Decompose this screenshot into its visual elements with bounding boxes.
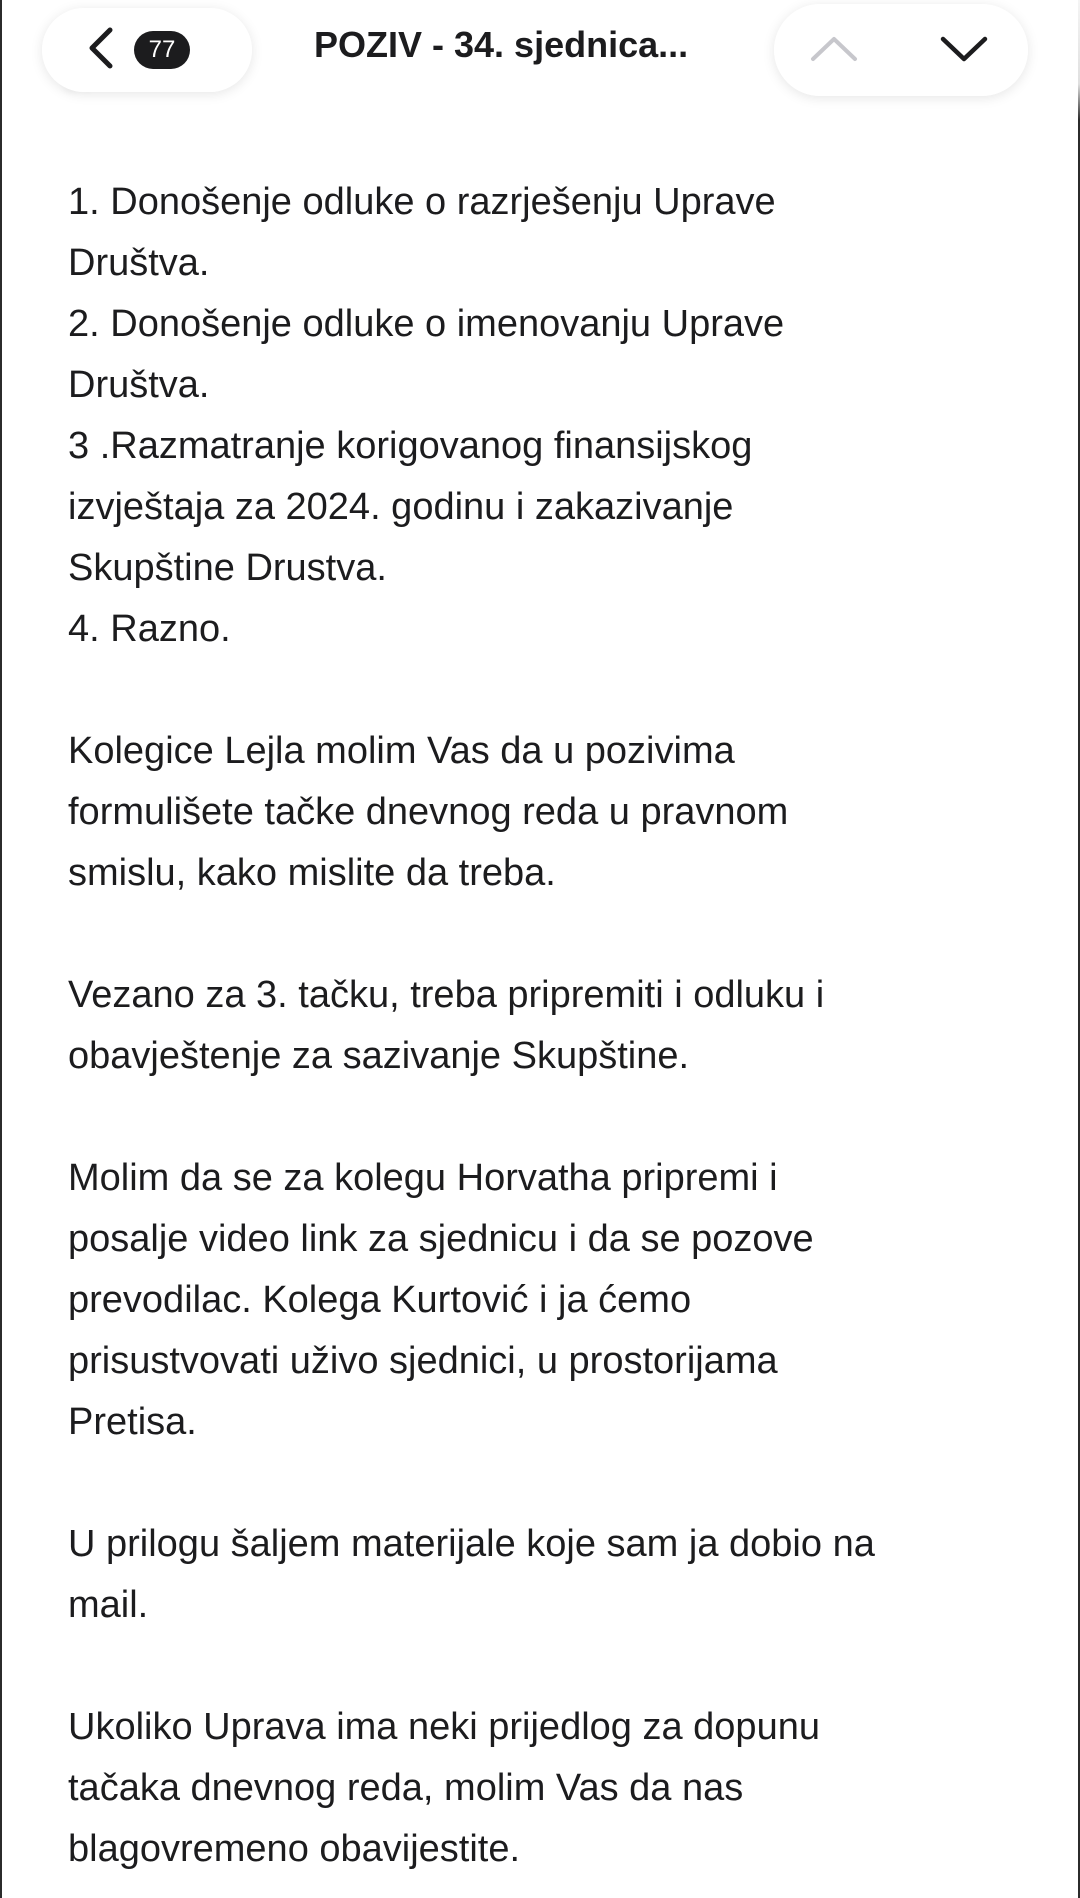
paragraph-line: Kolegice Lejla molim Vas da u pozivima [68, 730, 735, 772]
paragraph-line: posalje video link za sjednicu i da se pozove [68, 1218, 814, 1260]
paragraph-line: mail. [68, 1584, 149, 1626]
chevron-up-icon [807, 31, 861, 70]
paragraph-line: prevodilac. Kolega Kurtović i ja ćemo [68, 1279, 692, 1321]
body-paragraph [68, 1514, 1028, 1636]
paragraph-line: Vezano za 3. tačku, treba pripremiti i odluku i [68, 974, 825, 1016]
paragraph-line: U prilogu šaljem materijale koje sam ja dobio na [68, 1523, 875, 1565]
agenda-line: 4. Razno. [68, 608, 231, 650]
agenda-line: 2. Donošenje odluke o imenovanju Uprave [68, 303, 785, 345]
paragraph-line: smislu, kako mislite da treba. [68, 852, 556, 894]
email-body [68, 172, 1028, 1880]
email-header [2, 0, 1080, 120]
paragraph-line: Pretisa. [68, 1401, 197, 1443]
next-message-button[interactable] [924, 20, 1004, 80]
back-button[interactable] [42, 8, 252, 92]
unread-count-badge: 77 [134, 31, 190, 69]
body-paragraph [68, 721, 1028, 904]
paragraph-line: Ukoliko Uprava ima neki prijedlog za dopunu [68, 1706, 820, 1748]
body-paragraph [68, 965, 1028, 1087]
agenda-line: Skupštine Drustva. [68, 547, 387, 589]
paragraph-line: formulišete tačke dnevnog reda u pravnom [68, 791, 789, 833]
agenda-line: 1. Donošenje odluke o razrješenju Uprave [68, 181, 776, 223]
agenda-line: izvještaja za 2024. godinu i zakazivanje [68, 486, 734, 528]
paragraph-line: obavještenje za sazivanje Skupštine. [68, 1035, 690, 1077]
body-paragraph [68, 1697, 1028, 1880]
agenda-line: Društva. [68, 242, 210, 284]
paragraph-line: blagovremeno obavijestite. [68, 1828, 521, 1870]
paragraph-line: Molim da se za kolegu Horvatha pripremi i [68, 1157, 778, 1199]
paragraph-line: tačaka dnevnog reda, molim Vas da nas [68, 1767, 744, 1809]
email-subject-title: POZIV - 34. sjednica... [314, 24, 689, 65]
previous-message-button[interactable] [794, 20, 874, 80]
agenda-line: 3 .Razmatranje korigovanog finansijskog [68, 425, 753, 467]
chevron-left-icon [86, 26, 116, 75]
agenda-line: Društva. [68, 364, 210, 406]
body-paragraph [68, 1148, 1028, 1453]
chevron-down-icon [937, 31, 991, 70]
paragraph-line: prisustvovati uživo sjednici, u prostorijama [68, 1340, 778, 1382]
agenda-list [68, 172, 1028, 660]
message-navigation [774, 4, 1028, 96]
